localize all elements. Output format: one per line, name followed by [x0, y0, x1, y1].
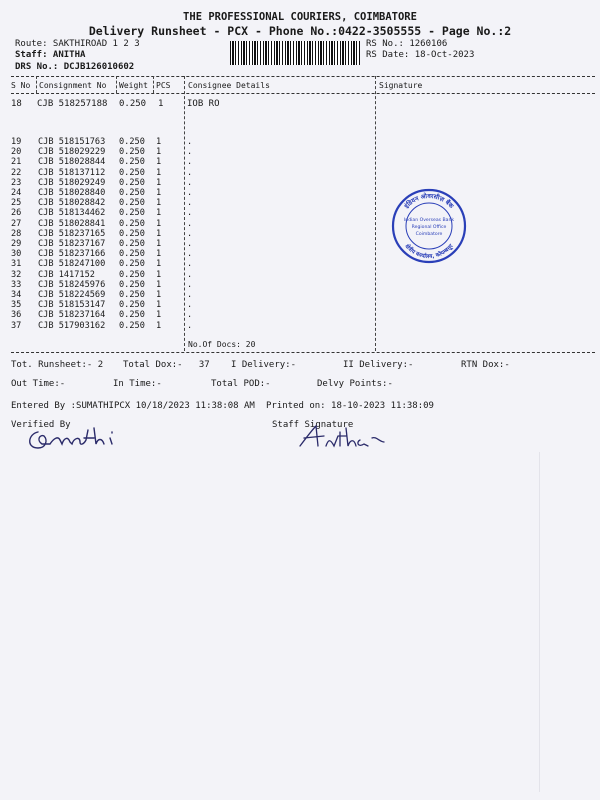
- row-sno: 30: [11, 249, 22, 260]
- table-row: [11, 290, 217, 300]
- row-consignment: CJB 518237164: [38, 310, 106, 321]
- row-sno: 20: [11, 147, 22, 158]
- row-weight: 0.250: [119, 177, 145, 188]
- row-details: .: [187, 290, 193, 301]
- tot-runsheet: Tot. Runsheet:- 2: [11, 360, 104, 370]
- row-consignment: CJB 518245976: [38, 279, 106, 290]
- drs-number: DRS No.: DCJB126010602: [15, 62, 135, 72]
- column-divider: [36, 76, 37, 93]
- row-pcs: 1: [156, 218, 162, 229]
- row-details: .: [187, 198, 193, 209]
- column-divider: [153, 76, 154, 93]
- row-pcs: 1: [156, 198, 162, 209]
- row-consignment: CJB 518028842: [38, 198, 106, 209]
- row-consignment: CJB 517903162: [38, 320, 106, 331]
- row-consignment: CJB 518237167: [38, 239, 106, 250]
- table-row: [11, 178, 217, 188]
- row-pcs: 1: [156, 188, 162, 199]
- row-consignment: CJB 518237165: [38, 228, 106, 239]
- row-weight: 0.250: [119, 239, 145, 250]
- row-sno: 21: [11, 157, 22, 168]
- in-time: In Time:-: [113, 379, 162, 389]
- row-pcs: 1: [156, 228, 162, 239]
- row-details: .: [187, 167, 193, 178]
- stamp-line-2: Regional Office: [411, 225, 447, 230]
- col-consignment-header: Consignment No: [39, 81, 107, 90]
- row-details: .: [187, 259, 193, 270]
- table-row: [11, 270, 217, 280]
- row-weight: 0.250: [119, 188, 145, 199]
- staff-text: Staff: ANITHA: [15, 50, 86, 60]
- row-weight: 0.250: [119, 259, 145, 270]
- row-sno: 37: [11, 320, 22, 331]
- table-row: [11, 157, 217, 167]
- row-consignment: CJB 1417152: [38, 269, 95, 280]
- row-weight: 0.250: [119, 147, 145, 158]
- row-pcs: 1: [156, 249, 162, 260]
- column-divider: [116, 76, 117, 93]
- table-row: [11, 229, 217, 239]
- row-sno: 24: [11, 188, 22, 199]
- row-pcs: 1: [156, 310, 162, 321]
- row-weight: 0.250: [119, 269, 145, 280]
- row-pcs: 1: [156, 137, 162, 147]
- total-dox: Total Dox:- 37: [123, 360, 210, 370]
- row-consignment: CJB 518028840: [38, 188, 106, 199]
- row-consignment: CJB 518137112: [38, 167, 106, 178]
- row-pcs: 1: [156, 290, 162, 301]
- table-row: [11, 188, 217, 198]
- row-pcs: 1: [156, 279, 162, 290]
- table-row: [11, 147, 217, 157]
- rtn-dox: RTN Dox:-: [461, 360, 510, 370]
- table-row: [11, 321, 217, 331]
- row-weight: 0.250: [119, 249, 145, 260]
- ii-delivery: II Delivery:-: [343, 360, 414, 370]
- row-sno: 26: [11, 208, 22, 219]
- table-row: [11, 219, 217, 229]
- page-fold: [539, 452, 540, 792]
- row-weight: 0.250: [119, 228, 145, 239]
- row-pcs: 1: [156, 269, 162, 280]
- row-pcs: 1: [156, 177, 162, 188]
- row-details: .: [187, 188, 193, 199]
- row-consignment: CJB 518029249: [38, 177, 106, 188]
- row-sno: 36: [11, 310, 22, 321]
- row-weight: 0.250: [119, 300, 145, 311]
- staff-signature: [298, 424, 394, 450]
- row-consignment: CJB 518028844: [38, 157, 106, 168]
- table-row: [11, 259, 217, 269]
- row-details: .: [187, 157, 193, 168]
- row-pcs: 1: [156, 167, 162, 178]
- i-delivery: I Delivery:-: [231, 360, 297, 370]
- row-pcs: 1: [156, 300, 162, 311]
- column-divider: [375, 76, 376, 351]
- consignment-table: [11, 137, 217, 331]
- verified-by-label: Verified By: [11, 420, 71, 430]
- verified-signature: [24, 418, 124, 454]
- row-sno: 29: [11, 239, 22, 250]
- delvy-points: Delvy Points:-: [317, 379, 393, 389]
- row-sno: 25: [11, 198, 22, 209]
- rs-date: RS Date: 18-Oct-2023: [366, 50, 475, 60]
- row-pcs: 1: [156, 320, 162, 331]
- row-sno: 33: [11, 279, 22, 290]
- entered-by: Entered By :SUMATHIPCX 10/18/2023 11:38:08 AM: [11, 401, 255, 411]
- out-time: Out Time:-: [11, 379, 66, 389]
- row-sno: 23: [11, 177, 22, 188]
- row-details: .: [187, 177, 193, 188]
- row-consignment: CJB 518237166: [38, 249, 106, 260]
- row-consignment: CJB 518257188: [37, 99, 108, 109]
- row-details: .: [187, 137, 193, 147]
- row-details: .: [187, 249, 193, 260]
- row-weight: 0.250: [119, 167, 145, 178]
- table-row: [11, 239, 217, 249]
- row-weight: 0.250: [119, 99, 147, 109]
- row-consignment: CJB 518153147: [38, 300, 106, 311]
- stamp-line-1: Indian Overseas Bank: [403, 218, 455, 223]
- row-details: .: [187, 320, 193, 331]
- divider-line: [11, 93, 595, 94]
- row-weight: 0.250: [119, 157, 145, 168]
- row-weight: 0.250: [119, 218, 145, 229]
- stamp-line-3: Coimbatore: [415, 232, 443, 237]
- col-pcs-header: PCS: [156, 81, 171, 90]
- row-pcs: 1: [158, 99, 164, 109]
- row-consignment: CJB 518134462: [38, 208, 106, 219]
- divider-line: [11, 352, 595, 353]
- row-weight: 0.250: [119, 290, 145, 301]
- table-row: [11, 280, 217, 290]
- row-consignment: CJB 518224569: [38, 290, 106, 301]
- row-details: .: [187, 279, 193, 290]
- row-sno: 32: [11, 269, 22, 280]
- table-row: [11, 300, 217, 310]
- stamp-text-bottom: क्षेत्रीय कार्यालय, कोयम्बत्तूर: [403, 243, 455, 261]
- runsheet-subtitle: Delivery Runsheet - PCX - Phone No.:0422-3505555 - Page No.:2: [88, 24, 512, 38]
- staff-signature-label: Staff Signature: [272, 420, 354, 430]
- table-row: [11, 168, 217, 178]
- row-details: .: [187, 147, 193, 158]
- row-sno: 31: [11, 259, 22, 270]
- row-weight: 0.250: [119, 320, 145, 331]
- row-sno: 34: [11, 290, 22, 301]
- row-details: .: [187, 208, 193, 219]
- col-weight-header: Weight: [119, 81, 148, 90]
- row-details: .: [187, 300, 193, 311]
- route-text: Route: SAKTHIROAD 1 2 3: [15, 39, 140, 49]
- row-weight: 0.250: [119, 208, 145, 219]
- divider-line: [11, 76, 595, 77]
- row-details: .: [187, 218, 193, 229]
- row-sno: 22: [11, 167, 22, 178]
- table-row: [11, 198, 217, 208]
- table-row: [11, 249, 217, 259]
- row-sno: 28: [11, 228, 22, 239]
- table-row: [11, 208, 217, 218]
- row-pcs: 1: [156, 208, 162, 219]
- rs-number: RS No.: 1260106: [366, 39, 448, 49]
- bank-stamp: [391, 188, 467, 264]
- printed-on: Printed on: 18-10-2023 11:38:09: [266, 401, 434, 411]
- row-consignment: CJB 518028841: [38, 218, 106, 229]
- row-details: .: [187, 228, 193, 239]
- row-weight: 0.250: [119, 137, 145, 147]
- row-details: .: [187, 239, 193, 250]
- table-row: [11, 137, 217, 147]
- row-sno: 19: [11, 137, 22, 147]
- col-signature-header: Signature: [379, 81, 423, 90]
- row-pcs: 1: [156, 239, 162, 250]
- row-pcs: 1: [156, 259, 162, 270]
- row-details: .: [187, 269, 193, 280]
- row-pcs: 1: [156, 147, 162, 158]
- no-of-docs: No.Of Docs: 20: [188, 340, 256, 349]
- row-details: IOB RO: [187, 99, 220, 109]
- row-weight: 0.250: [119, 198, 145, 209]
- row-consignment: CJB 518151763: [38, 137, 106, 147]
- company-title: THE PROFESSIONAL COURIERS, COIMBATORE: [183, 11, 417, 23]
- barcode-image: [230, 41, 360, 65]
- table-row: [11, 310, 217, 320]
- row-details: .: [187, 310, 193, 321]
- col-details-header: Consignee Details: [188, 81, 270, 90]
- row-weight: 0.250: [119, 279, 145, 290]
- row-consignment: CJB 518029229: [38, 147, 106, 158]
- row-sno: 18: [11, 99, 22, 109]
- col-sno-header: S No: [11, 81, 31, 90]
- row-consignment: CJB 518247100: [38, 259, 106, 270]
- total-pod: Total POD:-: [211, 379, 271, 389]
- row-pcs: 1: [156, 157, 162, 168]
- row-sno: 35: [11, 300, 22, 311]
- stamp-text-top: इंडियन ओवरसीज़ बैंक: [403, 192, 455, 210]
- row-sno: 27: [11, 218, 22, 229]
- row-weight: 0.250: [119, 310, 145, 321]
